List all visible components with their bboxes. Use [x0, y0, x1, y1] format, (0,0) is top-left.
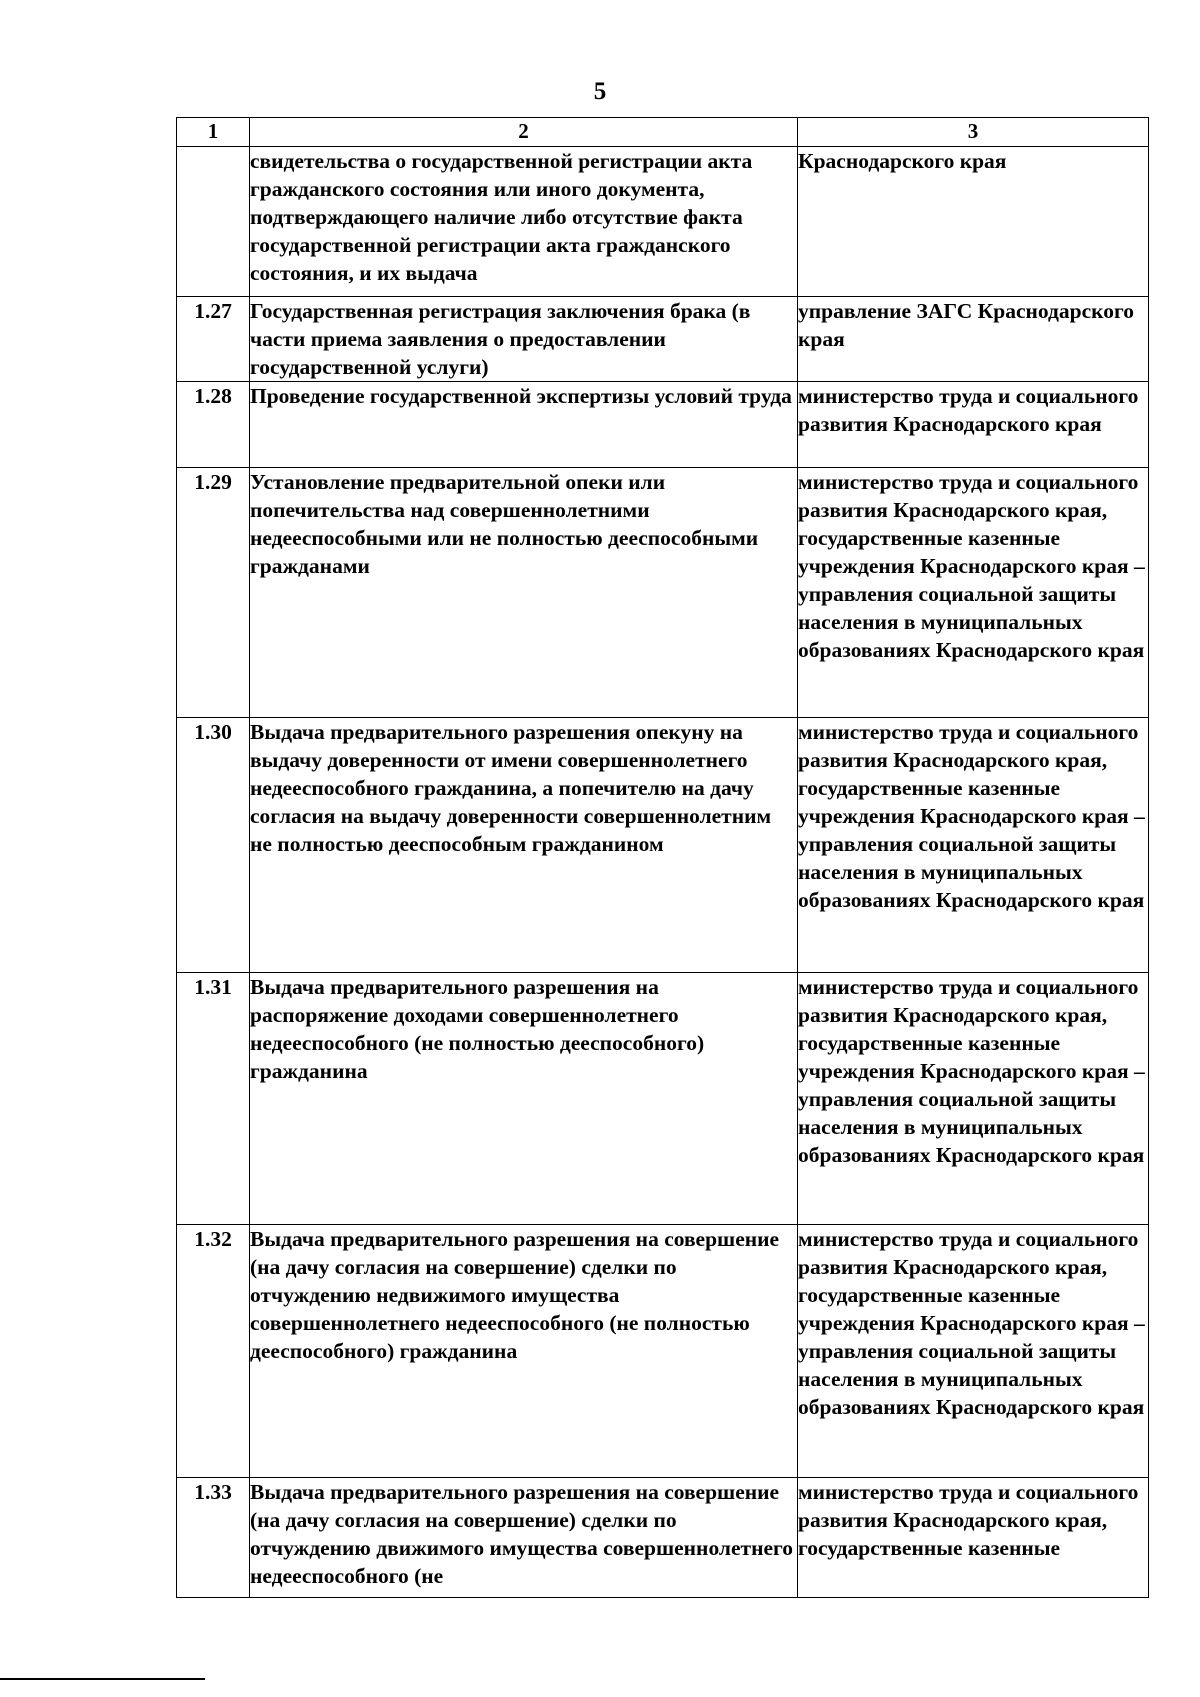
services-table [176, 117, 1149, 1598]
table-row [177, 468, 1149, 718]
responsible-authority: министерство труда и социального развития Краснодарского края, государственные казенные учреждения Краснодарского края – управления социальной защиты населения в муниципальных образованиях Краснодарского края [798, 718, 1149, 973]
column-header: 2 [250, 118, 798, 147]
column-header: 1 [177, 118, 250, 147]
responsible-authority: министерство труда и социального развития Краснодарского края, государственные казенные учреждения Краснодарского края – управления социальной защиты населения в муниципальных образованиях Краснодарского края [798, 1225, 1149, 1478]
page-number: 5 [593, 78, 607, 105]
row-number: 1.30 [177, 718, 250, 973]
row-number: 1.32 [177, 1225, 250, 1478]
table-header-row [177, 118, 1149, 147]
responsible-authority: управление ЗАГС Краснодарского края [798, 297, 1149, 382]
service-name: Государственная регистрация заключения брака (в части приема заявления о предоставлении государственной услуги) [250, 297, 798, 382]
table-row [177, 1225, 1149, 1478]
column-header: 3 [798, 118, 1149, 147]
row-number [177, 147, 250, 297]
table-row [177, 147, 1149, 297]
footnote-divider [0, 1678, 205, 1680]
table-row [177, 973, 1149, 1225]
responsible-authority: министерство труда и социального развития Краснодарского края, государственные казенные учреждения Краснодарского края – управления социальной защиты населения в муниципальных образованиях Краснодарского края [798, 468, 1149, 718]
service-name: свидетельства о государственной регистрации акта гражданского состояния или иного документа, подтверждающего наличие либо отсутствие факта государственной регистрации акта гражданского состояния, и их выдача [250, 147, 798, 297]
service-name: Выдача предварительного разрешения на совершение (на дачу согласия на совершение) сделки по отчуждению недвижимого имущества совершеннолетнего недееспособного (не полностью дееспособного) гражданина [250, 1225, 798, 1478]
service-name: Установление предварительной опеки или попечительства над совершеннолетними недееспособными или не полностью дееспособными гражданами [250, 468, 798, 718]
table-row [177, 382, 1149, 468]
table-row [177, 297, 1149, 382]
row-number: 1.27 [177, 297, 250, 382]
service-name: Выдача предварительного разрешения опекуну на выдачу доверенности от имени совершеннолетнего недееспособного гражданина, а попечителю на дачу согласия на выдачу доверенности совершеннолетним не полностью дееспособным гражданином [250, 718, 798, 973]
row-number: 1.29 [177, 468, 250, 718]
table-row [177, 718, 1149, 973]
table-row [177, 1478, 1149, 1598]
service-name: Проведение государственной экспертизы условий труда [250, 382, 798, 468]
row-number: 1.28 [177, 382, 250, 468]
responsible-authority: Краснодарского края [798, 147, 1149, 297]
responsible-authority: министерство труда и социального развития Краснодарского края [798, 382, 1149, 468]
responsible-authority: министерство труда и социального развития Краснодарского края, государственные казенные [798, 1478, 1149, 1598]
row-number: 1.33 [177, 1478, 250, 1598]
service-name: Выдача предварительного разрешения на совершение (на дачу согласия на совершение) сделки по отчуждению движимого имущества совершеннолетнего недееспособного (не [250, 1478, 798, 1598]
service-name: Выдача предварительного разрешения на распоряжение доходами совершеннолетнего недееспособного (не полностью дееспособного) гражданина [250, 973, 798, 1225]
row-number: 1.31 [177, 973, 250, 1225]
responsible-authority: министерство труда и социального развития Краснодарского края, государственные казенные учреждения Краснодарского края – управления социальной защиты населения в муниципальных образованиях Краснодарского края [798, 973, 1149, 1225]
